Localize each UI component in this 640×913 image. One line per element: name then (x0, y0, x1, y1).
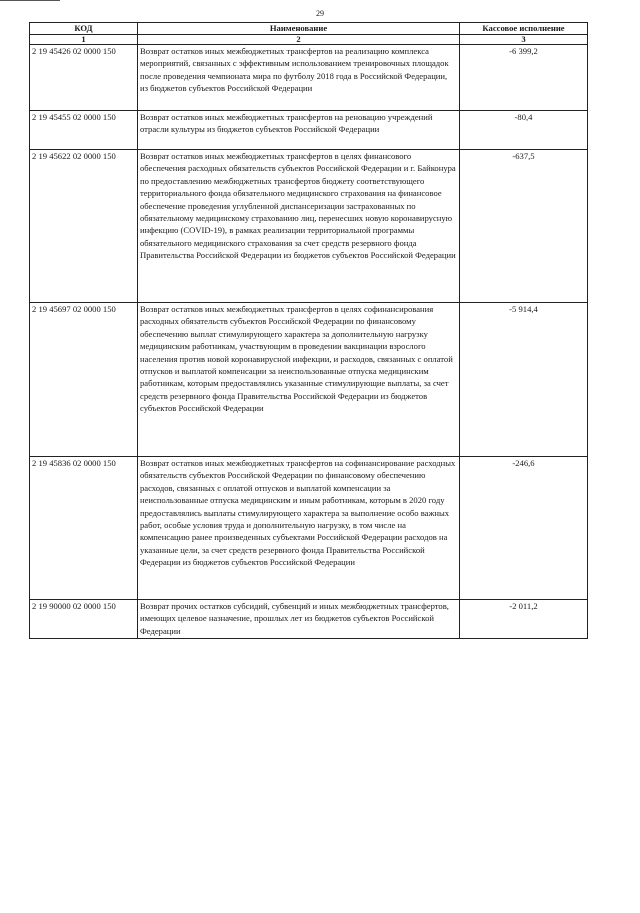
column-index-row (30, 35, 588, 45)
row-name: Возврат остатков иных межбюджетных трансфертов на реализацию комплекса мероприятий, связанных с эффективным использованием тренировочных площадок после проведения чемпионата мира по футболу 2018 года в Российской Федерации, из бюджетов субъектов Российской Федерации (138, 45, 460, 111)
table-row (30, 111, 588, 150)
column-index: 2 (138, 35, 460, 45)
header-row (30, 23, 588, 35)
row-name: Возврат прочих остатков субсидий, субвенций и иных межбюджетных трансфертов, имеющих целевое назначение, прошлых лет из бюджетов субъектов Российской Федерации (138, 600, 460, 639)
column-index: 1 (30, 35, 138, 45)
header-name: Наименование (138, 23, 460, 35)
top-rule (0, 0, 60, 1)
header-amount: Кассовое исполнение (460, 23, 588, 35)
row-amount: -6 399,2 (460, 45, 588, 111)
table-row (30, 457, 588, 600)
row-name: Возврат остатков иных межбюджетных трансфертов в целях софинансирования расходных обязательств субъектов Российской Федерации по финансовому обеспечению выплат стимулирующего характера за дополнительную нагрузку медицинским работникам, участвующим в проведении вакцинации взрослого населения против новой коронавирусной инфекции, и расходов, связанных с оплатой отпусков и выплатой компенсации за неиспользованные отпуска медицинским работникам, которым предоставлялись указанные стимулирующие выплаты, за счет средств резервного фонда Правительства Российской Федерации из бюджетов субъектов Российской Федерации (138, 303, 460, 457)
row-code: 2 19 45622 02 0000 150 (30, 150, 138, 303)
row-code: 2 19 90000 02 0000 150 (30, 600, 138, 639)
table-row (30, 150, 588, 303)
row-code: 2 19 45836 02 0000 150 (30, 457, 138, 600)
row-amount: -246,6 (460, 457, 588, 600)
row-amount: -2 011,2 (460, 600, 588, 639)
table-row (30, 600, 588, 639)
row-amount: -637,5 (460, 150, 588, 303)
page-number: 29 (316, 9, 324, 18)
row-name: Возврат остатков иных межбюджетных трансфертов на софинансирование расходных обязательств субъектов Российской Федерации по финансовому обеспечению расходов, связанных с оплатой отпусков и выплатой компенсации за неиспользованные отпуска медицинским и иным работникам, которым в 2020 году предоставлялись выплаты стимулирующего характера за выполнение особо важных работ, особые условия труда и дополнительную нагрузку, в том числе на компенсацию ранее произведенных субъектами Российской Федерации расходов на указанные цели, за счет средств резервного фонда Правительства Российской Федерации из бюджетов субъектов Российской Федерации (138, 457, 460, 600)
row-amount: -80,4 (460, 111, 588, 150)
table-row (30, 45, 588, 111)
budget-table (29, 22, 588, 639)
header-code: КОД (30, 23, 138, 35)
table-row (30, 303, 588, 457)
column-index: 3 (460, 35, 588, 45)
row-name: Возврат остатков иных межбюджетных трансфертов на реновацию учреждений отрасли культуры из бюджетов субъектов Российской Федерации (138, 111, 460, 150)
row-code: 2 19 45697 02 0000 150 (30, 303, 138, 457)
row-code: 2 19 45426 02 0000 150 (30, 45, 138, 111)
row-amount: -5 914,4 (460, 303, 588, 457)
row-code: 2 19 45455 02 0000 150 (30, 111, 138, 150)
row-name: Возврат остатков иных межбюджетных трансфертов в целях финансового обеспечения расходных обязательств субъектов Российской Федерации и г. Байконура по предоставлению межбюджетных трансфертов бюджету соответствующего территориального фонда обязательного медицинского страхования на финансовое обеспечение проведения углубленной диспансеризации застрахованных по обязательному медицинскому страхованию лиц, перенесших новую коронавирусную инфекцию (COVID-19), в рамках реализации территориальной программы обязательного медицинского страхования за счет средств резервного фонда Правительства Российской Федерации из бюджетов субъектов Российской Федерации (138, 150, 460, 303)
